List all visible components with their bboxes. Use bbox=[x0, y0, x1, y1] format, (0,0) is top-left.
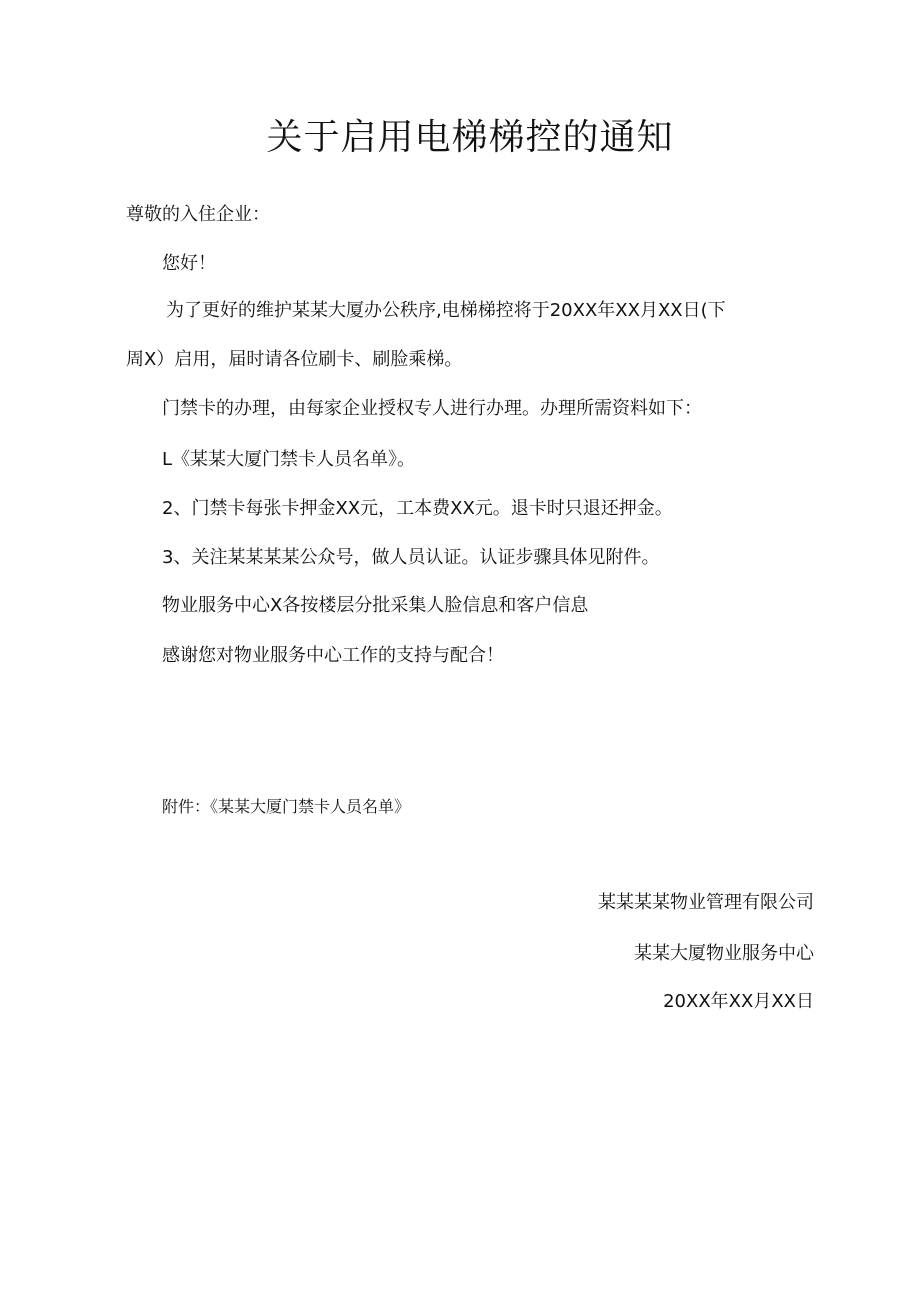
list-item-3: 3、关注某某某某公众号，做人员认证。认证步骤具体见附件。 bbox=[162, 547, 660, 568]
signature-company: 某某某某物业管理有限公司 bbox=[598, 892, 814, 913]
list-item-1: L《某某大厦门禁卡人员名单》。 bbox=[162, 449, 416, 470]
attachment-line: 附件：《某某大厦门禁卡人员名单》 bbox=[162, 797, 411, 816]
paragraph-3: 物业服务中心X各按楼层分批采集人脸信息和客户信息 bbox=[162, 595, 589, 616]
list-item-2: 2、门禁卡每张卡押金XX元，工本费XX元。退卡时只退还押金。 bbox=[162, 498, 673, 519]
paragraph-1-line-1: 为了更好的维护某某大厦办公秩序,电梯梯控将于20XX年XX月XX日(下 bbox=[166, 300, 726, 321]
greeting: 您好！ bbox=[162, 253, 216, 274]
salutation: 尊敬的入住企业： bbox=[126, 204, 270, 225]
paragraph-1-line-2: 周X）启用，届时请各位刷卡、刷脸乘梯。 bbox=[126, 349, 463, 370]
thanks-line: 感谢您对物业服务中心工作的支持与配合！ bbox=[162, 645, 504, 666]
paragraph-2: 门禁卡的办理，由每家企业授权专人进行办理。办理所需资料如下： bbox=[162, 398, 702, 419]
document-title: 关于启用电梯梯控的通知 bbox=[266, 117, 674, 158]
signature-center: 某某大厦物业服务中心 bbox=[634, 943, 814, 964]
signature-date: 20XX年XX月XX日 bbox=[663, 991, 814, 1012]
